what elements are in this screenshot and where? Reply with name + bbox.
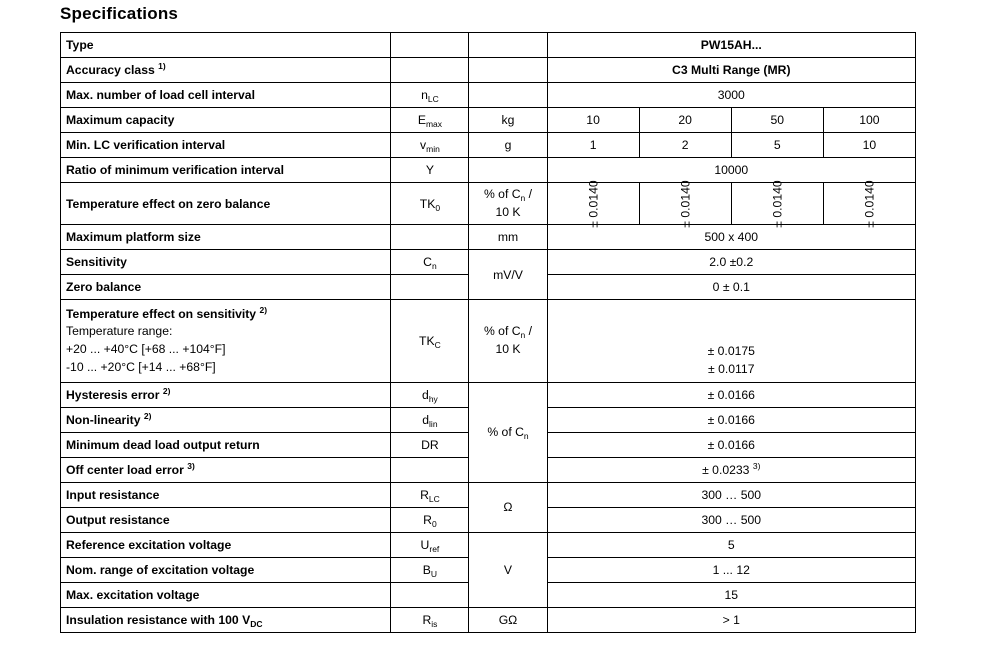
row-unit-max-interval [469, 83, 547, 108]
table-row-type [61, 33, 916, 58]
row-label-maximum-capacity: Maximum capacity [61, 108, 391, 133]
specifications-table [60, 32, 916, 633]
row-value-vmin-4: 10 [823, 133, 915, 158]
row-label-temp-effect-sensitivity: Temperature effect on sensitivity $^{2)}$ Temperature range: +20 ... +40°C [+68 ... +104°F] -10 ... +20°C [+14 ... +68°F] [61, 300, 391, 382]
table-row-reference-excitation-voltage [61, 532, 916, 557]
row-value-tk0-4: ± 0.0140 [823, 183, 915, 225]
row-value-tk0-2: ± 0.0140 [639, 183, 731, 225]
row-label-min-verification-interval: Min. LC verification interval [61, 133, 391, 158]
table-row-hysteresis-error [61, 382, 916, 407]
row-value-off-center-load-error: ± 0.0233 $^{3)}$ [547, 457, 915, 482]
table-row-maximum-capacity [61, 108, 916, 133]
row-value-insulation-resistance: > 1 [547, 607, 915, 632]
row-value-sensitivity: 2.0 ±0.2 [547, 250, 915, 275]
row-value-vmin-2: 2 [639, 133, 731, 158]
row-value-vmin-3: 5 [731, 133, 823, 158]
table-row-temp-effect-zero [61, 183, 916, 225]
row-symbol-min-verification-interval: $v_{min}$ [391, 133, 469, 158]
row-symbol-accuracy-class [391, 58, 469, 83]
page-title: Specifications [60, 4, 179, 23]
table-row-max-interval [61, 83, 916, 108]
row-unit-ohm: Ω [469, 482, 547, 532]
temp-range-line-1: +20 ... +40°C [+68 ... +104°F] [66, 342, 226, 357]
row-label-type: Type [61, 33, 391, 58]
row-unit-volt: V [469, 532, 547, 607]
row-unit-insulation-resistance: GΩ [469, 607, 547, 632]
row-value-tk0-3: ± 0.0140 [731, 183, 823, 225]
row-value-vmin-1: 1 [547, 133, 639, 158]
row-value-hysteresis-error: ± 0.0166 [547, 382, 915, 407]
row-symbol-output-resistance: $R_0$ [391, 507, 469, 532]
row-value-capacity-4: 100 [823, 108, 915, 133]
row-label-sensitivity: Sensitivity [61, 250, 391, 275]
row-label-nominal-range-excitation-voltage: Nom. range of excitation voltage [61, 557, 391, 582]
row-value-zero-balance: 0 ± 0.1 [547, 275, 915, 300]
document-page [0, 4, 992, 672]
row-label-accuracy-class: Accuracy class $^{1)}$ [61, 58, 391, 83]
table-row-insulation-resistance [61, 607, 916, 632]
table-row-sensitivity [61, 250, 916, 275]
row-label-max-platform-size: Maximum platform size [61, 225, 391, 250]
row-value-ratio-min-verification: 10000 [547, 158, 915, 183]
row-value-tk0-1: ± 0.0140 [547, 183, 639, 225]
row-symbol-hysteresis-error: $d_{hy}$ [391, 382, 469, 407]
row-label-temp-effect-zero: Temperature effect on zero balance [61, 183, 391, 225]
row-symbol-min-dead-load-output-return: DR [391, 432, 469, 457]
row-unit-percent-cn: % of $C_n$ [469, 382, 547, 482]
row-symbol-insulation-resistance: $R_{is}$ [391, 607, 469, 632]
row-value-max-interval: 3000 [547, 83, 915, 108]
row-symbol-maximum-capacity: $E_{max}$ [391, 108, 469, 133]
row-value-capacity-2: 20 [639, 108, 731, 133]
table-row-temp-effect-sensitivity [61, 300, 916, 382]
tkc-value-1: ± 0.0175 [707, 344, 755, 359]
row-value-input-resistance: 300 … 500 [547, 482, 915, 507]
row-symbol-off-center-load-error [391, 457, 469, 482]
row-unit-maximum-capacity: kg [469, 108, 547, 133]
row-unit-accuracy-class [469, 58, 547, 83]
row-unit-min-verification-interval: g [469, 133, 547, 158]
row-value-non-linearity: ± 0.0166 [547, 407, 915, 432]
row-value-output-resistance: 300 … 500 [547, 507, 915, 532]
row-label-ratio-min-verification: Ratio of minimum verification interval [61, 158, 391, 183]
row-value-accuracy-class: C3 Multi Range (MR) [547, 58, 915, 83]
table-row-max-platform-size [61, 225, 916, 250]
row-unit-sensitivity: mV/V [469, 250, 547, 300]
row-value-temp-effect-sensitivity [547, 300, 915, 382]
table-row-input-resistance [61, 482, 916, 507]
row-symbol-max-platform-size [391, 225, 469, 250]
row-unit-max-platform-size: mm [469, 225, 547, 250]
row-label-non-linearity: Non-linearity $^{2)}$ [61, 407, 391, 432]
row-symbol-ratio-min-verification: Y [391, 158, 469, 183]
row-label-insulation-resistance: Insulation resistance with 100 $V_{DC}$ [61, 607, 391, 632]
row-value-reference-excitation-voltage: 5 [547, 532, 915, 557]
row-label-zero-balance: Zero balance [61, 275, 391, 300]
row-symbol-temp-effect-sensitivity: $TK_C$ [391, 300, 469, 382]
row-unit-type [469, 33, 547, 58]
row-symbol-non-linearity: $d_{lin}$ [391, 407, 469, 432]
row-label-output-resistance: Output resistance [61, 507, 391, 532]
temp-range-label: Temperature range: [66, 324, 173, 339]
row-symbol-type [391, 33, 469, 58]
tkc-value-2: ± 0.0117 [708, 362, 755, 377]
table-row-min-verification-interval [61, 133, 916, 158]
row-label-hysteresis-error: Hysteresis error $^{2)}$ [61, 382, 391, 407]
row-label-max-interval: Max. number of load cell interval [61, 83, 391, 108]
row-symbol-zero-balance [391, 275, 469, 300]
table-row-accuracy-class [61, 58, 916, 83]
row-symbol-nominal-range-excitation-voltage: $B_U$ [391, 557, 469, 582]
row-symbol-temp-effect-zero: $TK_0$ [391, 183, 469, 225]
row-symbol-sensitivity: $C_n$ [391, 250, 469, 275]
row-unit-ratio-min-verification [469, 158, 547, 183]
row-value-type: PW15AH... [547, 33, 915, 58]
row-value-nominal-range-excitation-voltage: 1 ... 12 [547, 557, 915, 582]
row-label-reference-excitation-voltage: Reference excitation voltage [61, 532, 391, 557]
row-label-max-excitation-voltage: Max. excitation voltage [61, 582, 391, 607]
row-value-min-dead-load-output-return: ± 0.0166 [547, 432, 915, 457]
row-unit-temp-effect-sensitivity: % of $C_n$ / 10 K [469, 300, 547, 382]
row-unit-temp-effect-zero: % of $C_n$ / 10 K [469, 183, 547, 225]
row-label-off-center-load-error: Off center load error $^{3)}$ [61, 457, 391, 482]
row-value-capacity-3: 50 [731, 108, 823, 133]
row-symbol-reference-excitation-voltage: $U_{ref}$ [391, 532, 469, 557]
row-value-max-platform-size: 500 x 400 [547, 225, 915, 250]
temp-range-line-2: -10 ... +20°C [+14 ... +68°F] [66, 359, 216, 374]
row-label-min-dead-load-output-return: Minimum dead load output return [61, 432, 391, 457]
table-row-ratio-min-verification [61, 158, 916, 183]
row-symbol-max-excitation-voltage [391, 582, 469, 607]
row-symbol-max-interval: $n_{LC}$ [391, 83, 469, 108]
row-value-capacity-1: 10 [547, 108, 639, 133]
row-value-max-excitation-voltage: 15 [547, 582, 915, 607]
row-label-input-resistance: Input resistance [61, 482, 391, 507]
row-symbol-input-resistance: $R_{LC}$ [391, 482, 469, 507]
